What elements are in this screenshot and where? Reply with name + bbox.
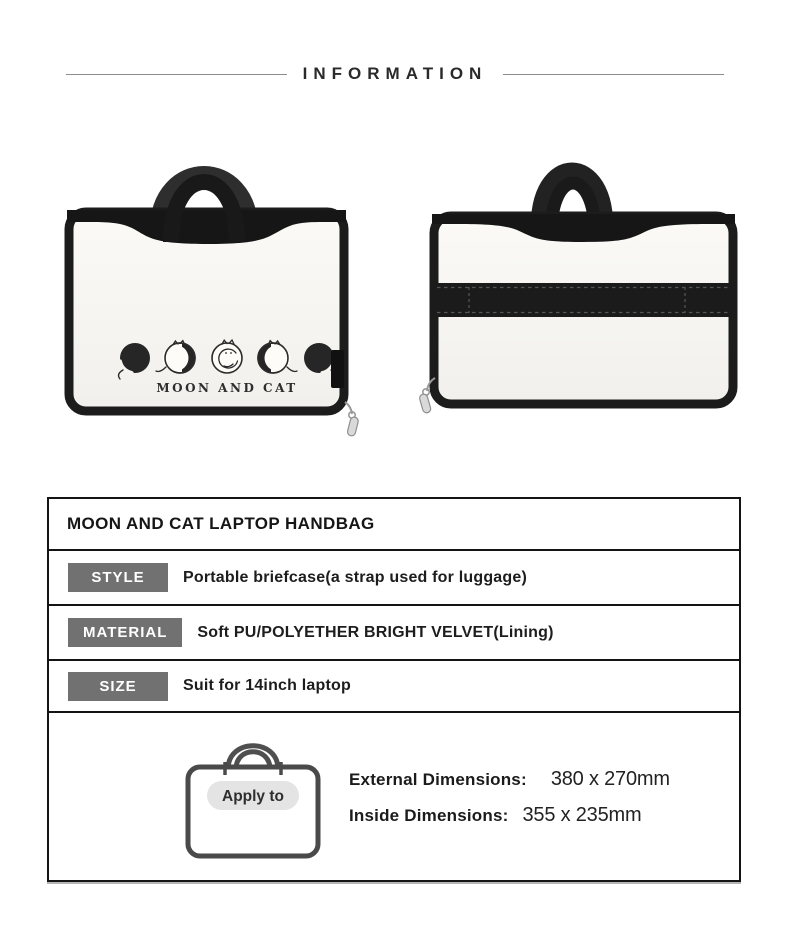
dimensions-block [349,768,670,827]
bag-front-image [53,140,365,440]
table-row-apply [49,711,739,880]
material-badge: MATERIAL [68,618,182,647]
information-header [0,64,790,84]
spec-table [47,497,741,882]
table-row-size [49,659,739,711]
inside-dimensions-line [349,804,670,827]
brand-tag [331,350,344,388]
external-dimensions-value: 380 x 270mm [550,768,670,790]
apply-to-label: Apply to [222,787,284,805]
external-dimensions-label: External Dimensions: [349,770,527,789]
table-row-style [49,549,739,604]
material-value: Soft PU/POLYETHER BRIGHT VELVET(Lining) [197,623,554,641]
style-value: Portable briefcase(a strap used for luggage) [183,568,527,586]
table-row-material [49,604,739,659]
inside-dimensions-label: Inside Dimensions: [349,806,509,825]
divider-right [503,74,724,75]
external-dimensions-line [349,768,670,791]
size-badge: SIZE [68,672,168,701]
luggage-strap [430,283,737,317]
inside-dimensions-value: 355 x 235mm [522,804,642,826]
page-title: INFORMATION [302,64,488,83]
product-title: MOON AND CAT LAPTOP HANDBAG [67,514,375,533]
table-title-row [49,499,739,549]
icon-bag-body [188,767,318,856]
bag-back-image [413,140,748,435]
moon-and-cat-print: MOON AND CAT [156,381,298,395]
style-badge: STYLE [68,563,168,592]
laptop-bag-outline-icon [183,733,323,861]
size-value: Suit for 14inch laptop [183,677,351,694]
divider-left [66,74,287,75]
zipper-pull-icon [345,402,359,437]
